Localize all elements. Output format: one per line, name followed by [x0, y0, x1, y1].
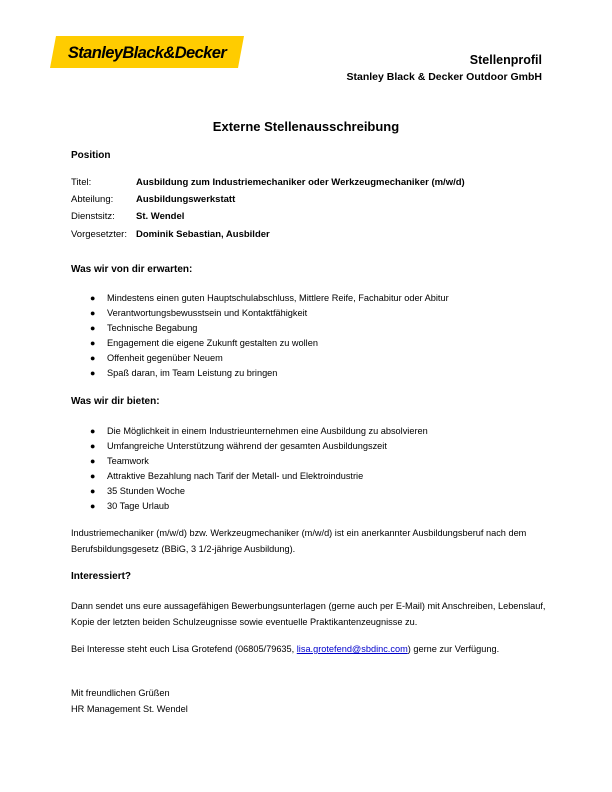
- position-heading: Position: [71, 150, 111, 161]
- field-value: Dominik Sebastian, Ausbilder: [136, 229, 270, 240]
- bullet-icon: ●: [90, 308, 96, 318]
- expectations-heading: Was wir von dir erwarten:: [71, 264, 193, 275]
- bullet-icon: ●: [90, 441, 96, 451]
- bullet-icon: ●: [90, 293, 96, 303]
- field-row: [71, 210, 184, 224]
- field-value: St. Wendel: [136, 211, 185, 222]
- application-paragraph: Dann sendet uns eure aussagefähigen Bewerbungsunterlagen (gerne auch per E-Mail) mit Anschreiben, Lebenslauf, Kopie der letzten beiden Schulzeugnisse sowie eventuelle Praktikantenzeugnisse zu.: [71, 601, 546, 627]
- field-value: Ausbildungswerkstatt: [136, 194, 236, 205]
- page-title: Externe Stellenausschreibung: [212, 119, 400, 134]
- list-item: ● Mindestens einen guten Hauptschulabschluss, Mittlere Reife, Fachabitur oder Abitur: [71, 291, 449, 306]
- bullet-icon: ●: [90, 338, 96, 348]
- list-item: ● Offenheit gegenüber Neuem: [71, 351, 449, 366]
- field-row: [71, 193, 235, 207]
- field-label: Abteilung:: [71, 194, 114, 205]
- field-label: Dienstsitz:: [71, 211, 115, 222]
- list-item: ● 35 Stunden Woche: [71, 484, 428, 499]
- bullet-icon: ●: [90, 501, 96, 511]
- bullet-icon: ●: [90, 456, 96, 466]
- field-label: Vorgesetzter:: [71, 229, 127, 240]
- bullet-icon: ●: [90, 471, 96, 481]
- document-type-title: Stellenprofil: [469, 53, 542, 67]
- logo-text: StanleyBlack&Decker: [67, 44, 227, 62]
- offer-heading: Was wir dir bieten:: [71, 396, 160, 407]
- list-item: ● Technische Begabung: [71, 321, 449, 336]
- bullet-icon: ●: [90, 486, 96, 496]
- list-item: ● Umfangreiche Unterstützung während der gesamten Ausbildungszeit: [71, 439, 428, 454]
- field-row: [71, 228, 270, 242]
- list-item: ● 30 Tage Urlaub: [71, 499, 428, 514]
- field-label: Titel:: [71, 177, 92, 188]
- list-item: ● Die Möglichkeit in einem Industrieunternehmen eine Ausbildung zu absolvieren: [71, 424, 428, 439]
- field-row: [71, 176, 465, 190]
- field-value: Ausbildung zum Industriemechaniker oder Werkzeugmechaniker (m/w/d): [136, 177, 465, 188]
- list-item: ● Spaß daran, im Team Leistung zu bringen: [71, 366, 449, 381]
- bullet-icon: ●: [90, 426, 96, 436]
- list-item: ● Engagement die eigene Zukunft gestalten zu wollen: [71, 336, 449, 351]
- interested-heading: Interessiert?: [71, 571, 132, 582]
- company-logo: [50, 36, 244, 68]
- contact-suffix: ) gerne zur Verfügung.: [407, 644, 500, 654]
- closing-greeting: Mit freundlichen Grüßen: [71, 688, 170, 698]
- list-item: ● Attraktive Bezahlung nach Tarif der Metall- und Elektroindustrie: [71, 469, 428, 484]
- bullet-icon: ●: [90, 353, 96, 363]
- contact-paragraph: [71, 642, 549, 658]
- expectations-list: [71, 291, 449, 381]
- email-link[interactable]: lisa.grotefend@sbdinc.com: [296, 644, 408, 654]
- company-name: Stanley Black & Decker Outdoor GmbH: [346, 71, 542, 83]
- info-paragraph: Industriemechaniker (m/w/d) bzw. Werkzeugmechaniker (m/w/d) ist ein anerkannter Ausbildungsberuf nach dem Berufsbildungsgesetz (BBiG, 3 1/2-jährige Ausbildung).: [71, 528, 527, 554]
- contact-prefix: Bei Interesse steht euch Lisa Grotefend (06805/79635,: [71, 644, 297, 654]
- closing-sender: HR Management St. Wendel: [71, 704, 188, 714]
- list-item: ● Teamwork: [71, 454, 428, 469]
- list-item: ● Verantwortungsbewusstsein und Kontaktfähigkeit: [71, 306, 449, 321]
- bullet-icon: ●: [90, 323, 96, 333]
- offer-list: [71, 424, 428, 514]
- bullet-icon: ●: [90, 368, 96, 378]
